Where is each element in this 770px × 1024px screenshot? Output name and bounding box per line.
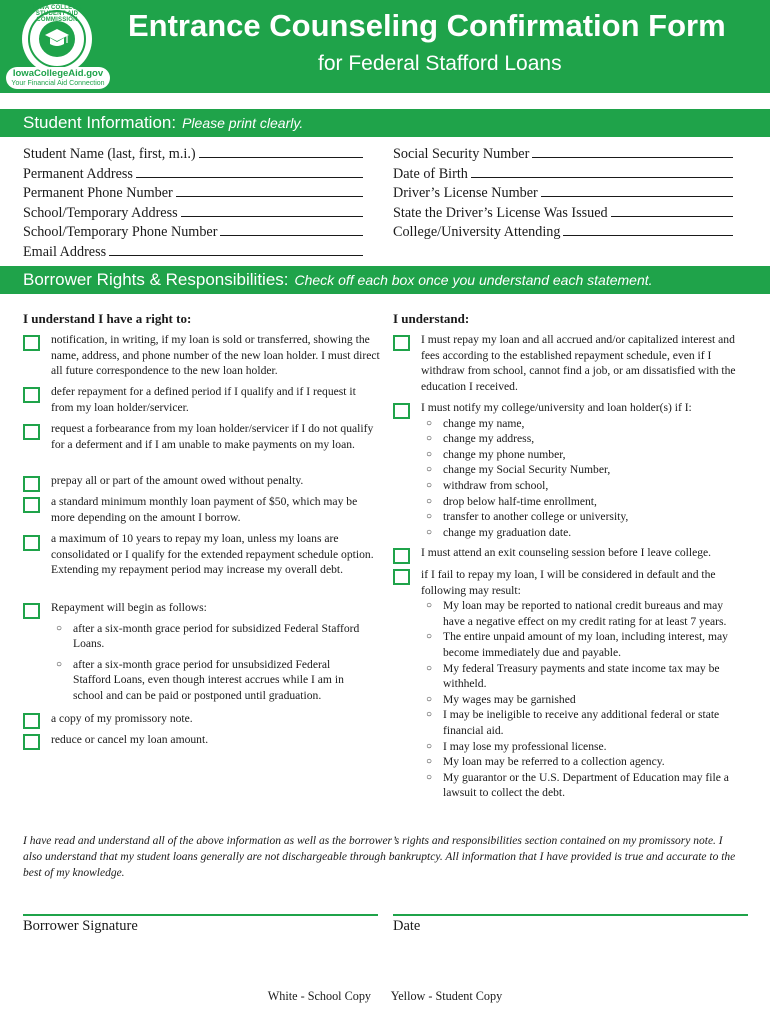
checkbox-exit-counseling[interactable] [393, 548, 410, 564]
certification-statement: I have read and understand all of the above information as well as the borrower’s rights and responsibilities section contained on my promissory note. I also understand that my student loans generally are not dischargeable through bankruptcy. All information that I have provided is true and accurate to the best of my knowledge. [23, 835, 736, 879]
student-info-right [393, 144, 733, 242]
default-bullet: ○ My loan may be reported to national credit bureaus and may have a negative effect on my credit rating for at least 7 years. [421, 598, 746, 629]
form-title: Entrance Counseling Confirmation Form [128, 8, 726, 43]
signature-line[interactable] [23, 914, 378, 916]
right-max-years: a maximum of 10 years to repay my loan, unless my loans are consolidated or I qualify for the extended repayment schedule option. Extending my repayment period may increase my overall debt. [51, 532, 374, 577]
notify-bullet: ○ change my graduation date. [421, 525, 746, 541]
checkbox-must-repay[interactable] [393, 335, 410, 351]
default-bullet: ○ I may be ineligible to receive any additional federal or state financial aid. [421, 707, 746, 738]
notify-bullet: ○ change my phone number, [421, 447, 746, 463]
notify-bullet: ○ change my Social Security Number, [421, 462, 746, 478]
repayment-bullet-list [51, 621, 381, 704]
student-info-heading: Student Information: [23, 113, 177, 132]
brand-tagline: Your Financial Aid Connection [11, 80, 105, 87]
checkbox-repayment[interactable] [23, 603, 40, 619]
field-email[interactable]: Email Address [23, 242, 363, 262]
date-label: Date [393, 918, 421, 934]
brand-name: IowaCollegeAid.gov [12, 68, 104, 79]
student-info-note: Please print clearly. [182, 115, 304, 131]
checkbox-reduce-cancel[interactable] [23, 734, 40, 750]
field-school-address[interactable]: School/Temporary Address [23, 203, 363, 223]
field-school-phone[interactable]: School/Temporary Phone Number [23, 222, 363, 242]
repayment-bullet: ○ after a six-month grace period for subsidized Federal Stafford Loans. [51, 621, 361, 652]
right-reduce-cancel: reduce or cancel my loan amount. [51, 733, 209, 746]
field-ssn[interactable]: Social Security Number [393, 144, 733, 164]
default-bullet: ○ My guarantor or the U.S. Department of Education may file a lawsuit to collect the debt. [421, 770, 746, 801]
checkbox-forbearance[interactable] [23, 424, 40, 440]
checkbox-minimum-payment[interactable] [23, 497, 40, 513]
left-column-heading: I understand I have a right to: [23, 311, 192, 326]
right-forbearance: request a forbearance from my loan holder/servicer if I do not qualify for a deferment and if I am unable to make payments on my loan. [51, 422, 374, 451]
notify-bullet: ○ change my name, [421, 416, 746, 432]
field-license-state[interactable]: State the Driver’s License Was Issued [393, 203, 733, 223]
rights-heading: Borrower Rights & Responsibilities: [23, 270, 289, 289]
field-college[interactable]: College/University Attending [393, 222, 733, 242]
checkbox-promissory-copy[interactable] [23, 713, 40, 729]
resp-default: if I fail to repay my loan, I will be considered in default and the following may result: ○ My loan may be reported to national credit bureaus and may have a negative effect on my credit rating for at least 7 years. ○ The entire unpaid amount of my loan, including interest, may become immediately due and payable. ○ My federal Treasury payments and state income tax may be withheld. ○ My wages may be garnished ○ I may be ineligible to receive any additional federal or state financial aid. ○ I may lose my professional license. ○ My loan may be referred to a collection agency. ○ My guarantor or the U.S. Department of Education may file a lawsuit to collect the debt. [421, 567, 746, 801]
checkbox-must-notify[interactable] [393, 403, 410, 419]
default-bullet: ○ My federal Treasury payments and state income tax may be withheld. [421, 661, 746, 692]
checkbox-notification[interactable] [23, 335, 40, 351]
brand-logo [6, 67, 110, 89]
student-info-bar [0, 109, 770, 137]
notify-bullet: ○ drop below half-time enrollment, [421, 494, 746, 510]
default-bullet: ○ My loan may be referred to a collection agency. [421, 754, 746, 770]
right-notification: notification, in writing, if my loan is sold or transferred, showing the name, address, and phone number of the new loan holder. I must direct all future correspondence to the new loan holder. [51, 333, 380, 378]
resp-must-notify: I must notify my college/university and loan holder(s) if I: ○ change my name, ○ change my address, ○ change my phone number, ○ change my Social Security Number, ○ withdraw from school, ○ drop below half-time enrollment, ○ transfer to another college or university, ○ change my graduation date. [421, 400, 746, 540]
form-subtitle: for Federal Stafford Loans [318, 52, 562, 75]
right-repayment: Repayment will begin as follows: ○ after a six-month grace period for subsidized Federal Stafford Loans. ○ after a six-month grace period for unsubsidized Federal Stafford Loans, even though interest accrues while I am in school and can be paid or postponed until graduation. [51, 600, 381, 704]
notify-bullet: ○ transfer to another college or university, [421, 509, 746, 525]
repayment-bullet: ○ after a six-month grace period for unsubsidized Federal Stafford Loans, even though interest accrues while I am in school and can be paid or postponed until graduation. [51, 657, 361, 704]
default-bullet-list [421, 598, 746, 801]
student-info-left [23, 144, 363, 262]
notify-bullet-list [421, 416, 746, 541]
white-copy-label: White - School Copy [267, 989, 372, 1003]
checkbox-prepay[interactable] [23, 476, 40, 492]
default-bullet: ○ I may lose my professional license. [421, 739, 746, 755]
notify-bullet: ○ change my address, [421, 431, 746, 447]
field-permanent-phone[interactable]: Permanent Phone Number [23, 183, 363, 203]
date-line[interactable] [393, 914, 748, 916]
resp-must-repay: I must repay my loan and all accrued and/or capitalized interest and fees according to the established repayment schedule, even if I withdraw from school, cannot find a job, or am dissatisfied with the education I received. [421, 333, 736, 393]
field-permanent-address[interactable]: Permanent Address [23, 164, 363, 184]
notify-bullet: ○ withdraw from school, [421, 478, 746, 494]
default-bullet: ○ My wages may be garnished [421, 692, 746, 708]
field-student-name[interactable]: Student Name (last, first, m.i.) [23, 144, 363, 164]
seal-text: IOWA COLLEGE STUDENT AID COMMISSION [32, 5, 82, 23]
default-bullet: ○ The entire unpaid amount of my loan, including interest, may become immediately due and payable. [421, 629, 746, 660]
copy-distribution-footer [0, 989, 770, 1004]
yellow-copy-label: Yellow - Student Copy [390, 989, 503, 1003]
right-minimum-payment: a standard minimum monthly loan payment of $50, which may be more depending on the amount I borrow. [51, 495, 358, 524]
right-prepay: prepay all or part of the amount owed without penalty. [51, 474, 304, 487]
rights-bar [0, 266, 770, 294]
field-license-number[interactable]: Driver’s License Number [393, 183, 733, 203]
right-promissory-copy: a copy of my promissory note. [51, 712, 193, 725]
field-dob[interactable]: Date of Birth [393, 164, 733, 184]
header-banner [0, 0, 770, 93]
resp-exit-counseling: I must attend an exit counseling session before I leave college. [421, 546, 712, 559]
checkbox-defer[interactable] [23, 387, 40, 403]
checkbox-max-years[interactable] [23, 535, 40, 551]
graduation-cap-icon [44, 27, 70, 49]
right-column-heading: I understand: [393, 311, 470, 326]
commission-seal [10, 4, 110, 74]
signature-label: Borrower Signature [23, 918, 138, 934]
checkbox-default[interactable] [393, 569, 410, 585]
right-defer: defer repayment for a defined period if I qualify and if I request it from my loan holder/servicer. [51, 385, 356, 414]
rights-note: Check off each box once you understand each statement. [294, 272, 653, 288]
